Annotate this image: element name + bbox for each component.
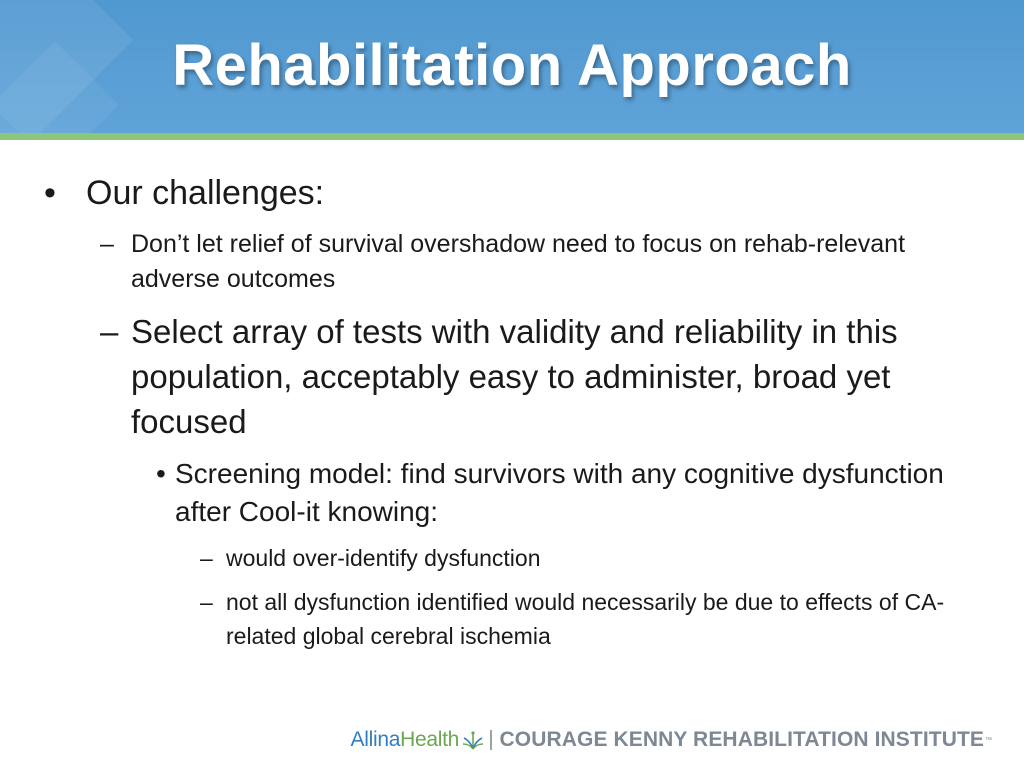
dash-marker: –: [100, 230, 114, 258]
bullet-level-3: [150, 455, 950, 531]
footer-separator: [490, 730, 492, 750]
leaf-icon: [462, 730, 484, 750]
bullet-level-2: [100, 309, 990, 444]
slide-title: Rehabilitation Approach: [172, 33, 852, 98]
institute-name: COURAGE KENNY REHABILITATION INSTITUTE: [499, 728, 984, 751]
bullet-marker: •: [156, 458, 166, 489]
bullet-marker: •: [44, 174, 56, 212]
bullet-text: not all dysfunction identified would necessarily be due to effects of CA-related global cerebral ischemia: [226, 589, 945, 649]
dash-marker: –: [200, 589, 213, 615]
accent-bar: [0, 133, 1024, 140]
footer-logo: [351, 726, 992, 754]
bullet-level-2: [100, 227, 920, 297]
bullet-level-4: [200, 541, 960, 575]
bullet-level-4: [200, 585, 980, 653]
bullet-level-1: [44, 173, 325, 213]
trademark-symbol: ™: [985, 736, 992, 744]
brand-health: Health: [400, 728, 460, 751]
bullet-text: Don’t let relief of survival overshadow need to focus on rehab-relevant adverse outcomes: [131, 230, 906, 293]
dash-marker: –: [200, 545, 213, 571]
title-banner: [0, 0, 1024, 133]
dash-marker: –: [100, 313, 119, 350]
bullet-text: Our challenges:: [86, 174, 325, 212]
bullet-text: Select array of tests with validity and reliability in this population, acceptably easy to administer, broad yet focused: [131, 313, 898, 440]
bullet-text: would over-identify dysfunction: [226, 545, 541, 571]
bullet-text: Screening model: find survivors with any cognitive dysfunction after Cool-it knowing:: [175, 458, 944, 527]
brand-allina: Allina: [350, 728, 401, 751]
